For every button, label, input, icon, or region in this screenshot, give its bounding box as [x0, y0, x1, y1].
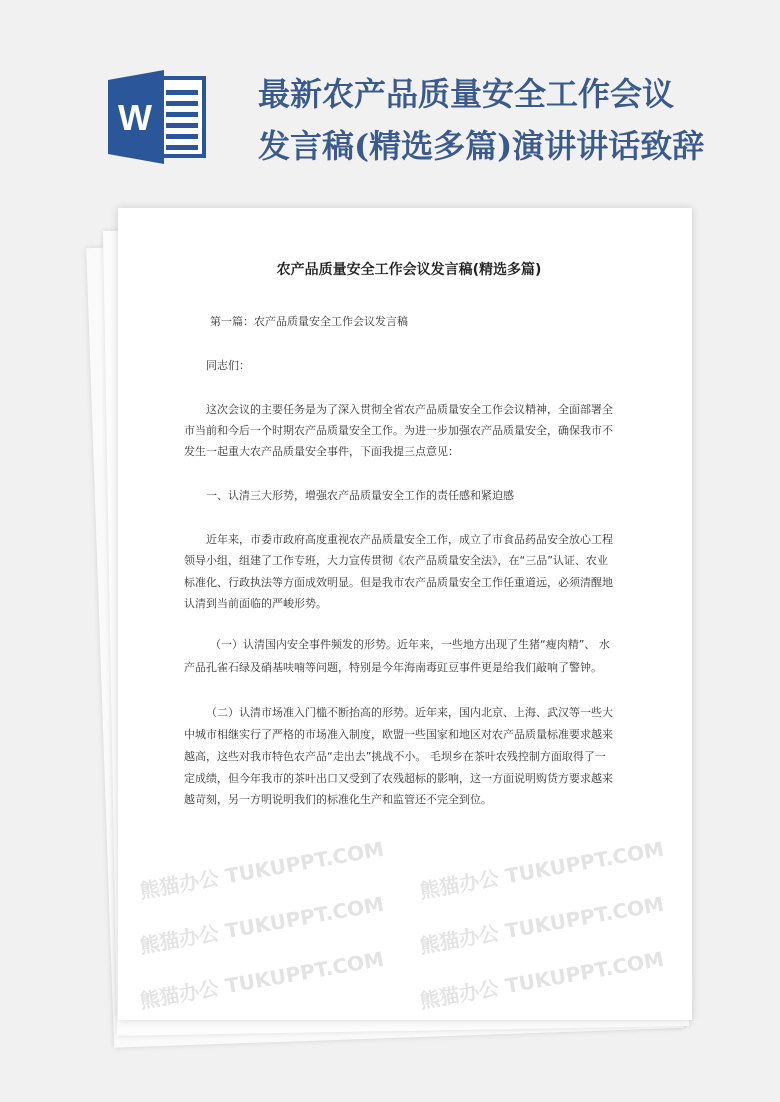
document-page	[118, 208, 692, 1020]
paragraph-line: 产品孔雀石绿及硝基呋喃等问题，特别是今年海南毒豇豆事件更是给我们敲响了警钟。	[184, 661, 602, 674]
watermark: 熊猫办公 TUKUPPT.COM	[137, 891, 386, 959]
watermark: 熊猫办公 TUKUPPT.COM	[137, 836, 386, 904]
watermark: 熊猫办公 TUKUPPT.COM	[137, 946, 386, 1014]
paragraph-line: 中城市相继实行了严格的市场准入制度，欧盟一些国家和地区对农产品质量标准要求越来	[184, 728, 613, 741]
watermark: 熊猫办公 TUKUPPT.COM	[417, 891, 666, 959]
paragraph-line: 领导小组，组建了工作专班，大力宣传贯彻《农产品质量安全法》，在“三品”认证、农业	[184, 554, 608, 567]
watermark: 熊猫办公 TUKUPPT.COM	[417, 946, 666, 1014]
paragraph-line: （二）认清市场准入门槛不断抬高的形势。近年来，国内北京、上海、武汉等一些大	[206, 706, 613, 719]
paragraph-line: （一）认清国内安全事件频发的形势。近年来，一些地方出现了生猪“瘦肉精”、 水	[210, 638, 610, 651]
section-heading: 一、认清三大形势，增强农产品质量安全工作的责任感和紧迫感	[206, 489, 514, 502]
paragraph-line: 市当前和今后一个时期农产品质量安全工作。为进一步加强农产品质量安全，确保我市不	[184, 424, 613, 437]
document-body	[184, 208, 634, 828]
word-icon-letter: W	[118, 97, 152, 138]
paragraph-line: 标准化、行政执法等方面成效明显。但是我市农产品质量安全工作任重道远，必须清醒地	[184, 576, 613, 589]
watermark: 熊猫办公 TUKUPPT.COM	[417, 836, 666, 904]
subtitle: 第一篇：农产品质量安全工作会议发言稿	[210, 315, 408, 328]
paragraph-line: 近年来，市委市政府高度重视农产品质量安全工作，成立了市食品药品安全放心工程	[206, 533, 613, 546]
paragraph-line: 认清到当前面临的严峻形势。	[184, 597, 327, 610]
paragraph-line: 越苛刻，另一方明说明我们的标准化生产和监管还不完全到位。	[184, 793, 492, 806]
header	[0, 0, 780, 200]
banner-title-line: 发言稿(精选多篇)演讲讲话致辞	[258, 127, 705, 165]
paragraph-line: 越高，这些对我市特色农产品“走出去”挑战不小。 毛坝乡在茶叶农残控制方面取得了一	[184, 750, 606, 763]
banner-title-line: 最新农产品质量安全工作会议	[258, 75, 675, 113]
banner-title	[258, 68, 704, 172]
paragraph-line: 发生一起重大农产品质量安全事件，下面我提三点意见：	[184, 445, 459, 458]
document-title: 农产品质量安全工作会议发言稿(精选多篇)	[276, 262, 542, 278]
paragraph-line: 定成绩，但今年我市的茶叶出口又受到了农残超标的影响，这一方面说明购货方要求越来	[184, 772, 613, 785]
word-icon	[108, 70, 208, 164]
greeting: 同志们：	[206, 359, 250, 372]
paragraph-line: 这次会议的主要任务是为了深入贯彻全省农产品质量安全工作会议精神，全面部署全	[206, 403, 613, 416]
